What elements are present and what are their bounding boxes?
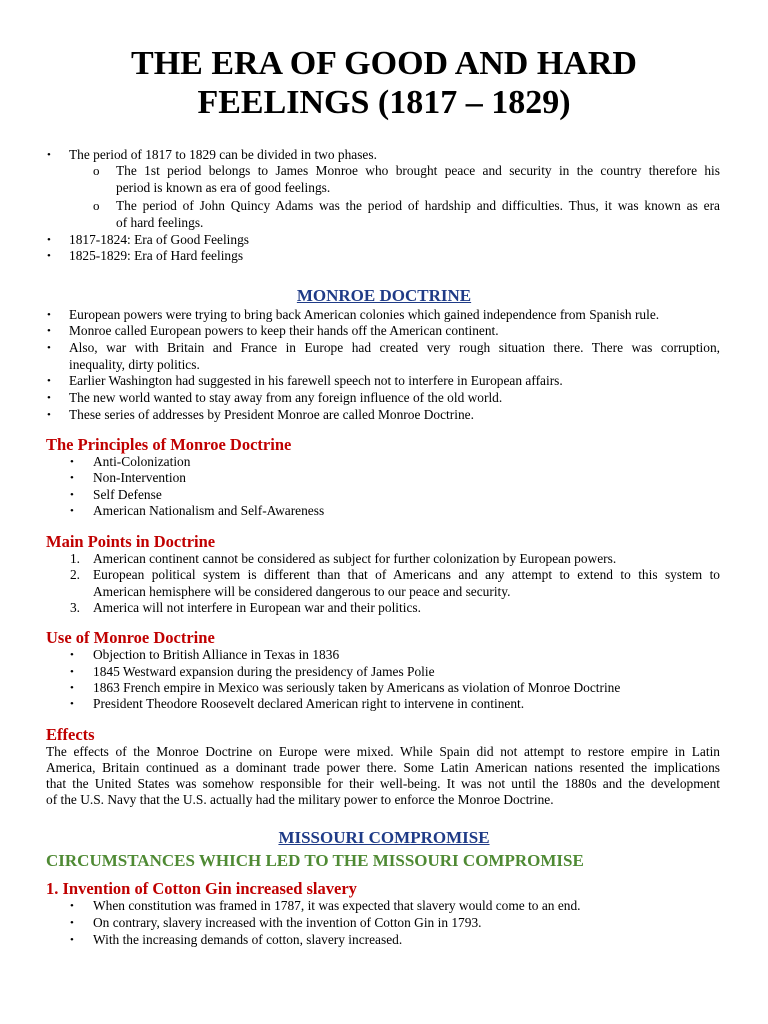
sub-bullet-icon: o [93, 163, 100, 178]
use-item-1: Objection to British Alliance in Texas in 1836 [93, 647, 340, 662]
monroe-bullet-6: These series of addresses by President Monroe are called Monroe Doctrine. [69, 407, 474, 422]
cotton-gin-subheading: 1. Invention of Cotton Gin increased slavery [46, 879, 357, 898]
main-point-2-line-2: American hemisphere will be considered dangerous to our peace and security. [93, 583, 511, 599]
bullet-icon: • [70, 649, 74, 661]
bullet-icon: • [70, 900, 74, 912]
monroe-bullet-3 [69, 340, 720, 373]
circumstances-heading: CIRCUMSTANCES WHICH LED TO THE MISSOURI COMPROMISE [46, 851, 584, 870]
bullet-icon: • [47, 234, 51, 246]
bullet-icon: • [70, 505, 74, 517]
intro-sub-1-line-1: The 1st period belongs to James Monroe who brought peace and security in the country therefore his [116, 163, 720, 178]
bullet-icon: • [47, 309, 51, 321]
use-item-2: 1845 Westward expansion during the presidency of James Polie [93, 664, 435, 679]
bullet-icon: • [70, 489, 74, 501]
principles-item-4: American Nationalism and Self-Awareness [93, 503, 325, 518]
main-point-1: American continent cannot be considered as subject for further colonization by European powers. [93, 551, 617, 566]
document-title [0, 44, 768, 122]
effects-line-3: that the United States was somehow responsible for their well-being. It was not until the 1880s and the development [46, 776, 720, 791]
missouri-item-1: When constitution was framed in 1787, it was expected that slavery would come to an end. [93, 898, 581, 913]
monroe-bullet-3-line-1: Also, war with Britain and France in Europe had created very rough situation there. There was corruption, [69, 340, 720, 355]
list-number: 3. [69, 600, 80, 615]
intro-bullet-2: 1817-1824: Era of Good Feelings [69, 232, 250, 247]
list-number: 1. [69, 551, 80, 566]
effects-paragraph [46, 744, 720, 808]
use-item-4: President Theodore Roosevelt declared American right to intervene in continent. [93, 696, 525, 711]
list-number: 2. [69, 567, 80, 582]
main-point-2-line-1: European political system is different than that of Americans and any attempt to extend to this system to [93, 567, 720, 582]
sub-bullet-icon: o [93, 198, 100, 213]
monroe-bullet-4: Earlier Washington had suggested in his farewell speech not to interfere in European affairs. [69, 373, 563, 388]
intro-bullet-3: 1825-1829: Era of Hard feelings [69, 248, 244, 263]
bullet-icon: • [47, 149, 51, 161]
monroe-bullet-2: Monroe called European powers to keep their hands off the American continent. [69, 323, 499, 338]
missouri-item-2: On contrary, slavery increased with the invention of Cotton Gin in 1793. [93, 915, 482, 930]
bullet-icon: • [47, 375, 51, 387]
missouri-compromise-heading: MISSOURI COMPROMISE [278, 828, 490, 847]
bullet-icon: • [70, 666, 74, 678]
principles-item-1: Anti-Colonization [93, 454, 191, 469]
use-heading: Use of Monroe Doctrine [46, 628, 215, 647]
main-points-heading: Main Points in Doctrine [46, 532, 216, 551]
monroe-bullet-1: European powers were trying to bring back American colonies which gained independence from Spanish rule. [69, 307, 660, 322]
intro-sub-2 [116, 198, 720, 231]
intro-sub-2-line-1: The period of John Quincy Adams was the period of hardship and difficulties. Thus, it was known as era [116, 198, 720, 213]
bullet-icon: • [70, 917, 74, 929]
bullet-icon: • [47, 409, 51, 421]
bullet-icon: • [47, 342, 51, 354]
monroe-bullet-5: The new world wanted to stay away from any foreign influence of the old world. [69, 390, 503, 405]
bullet-icon: • [70, 472, 74, 484]
intro-sub-1-line-2: period is known as era of good feelings. [116, 179, 331, 195]
intro-sub-2-line-2: of hard feelings. [116, 214, 204, 230]
use-item-3: 1863 French empire in Mexico was seriously taken by Americans as violation of Monroe Doctrine [93, 680, 621, 695]
monroe-bullet-3-line-2: inequality, dirty politics. [69, 356, 200, 372]
bullet-icon: • [47, 250, 51, 262]
monroe-doctrine-heading: MONROE DOCTRINE [296, 286, 472, 305]
title-line-1: THE ERA OF GOOD AND HARD [131, 45, 637, 82]
principles-heading: The Principles of Monroe Doctrine [46, 435, 292, 454]
title-line-2: FEELINGS (1817 – 1829) [197, 84, 571, 121]
main-point-2 [93, 567, 720, 600]
effects-heading: Effects [46, 725, 95, 744]
effects-line-4: of the U.S. Navy that the U.S. actually had the military power to enforce the Monroe Doctrine. [46, 792, 554, 807]
intro-sub-1 [116, 163, 720, 196]
bullet-icon: • [70, 456, 74, 468]
bullet-icon: • [47, 325, 51, 337]
bullet-icon: • [70, 698, 74, 710]
bullet-icon: • [70, 934, 74, 946]
bullet-icon: • [70, 682, 74, 694]
bullet-icon: • [47, 392, 51, 404]
effects-line-2: America, Britain continued as a dominant trade power there. Some Latin American nations resented the implications [46, 760, 720, 775]
principles-item-3: Self Defense [93, 487, 162, 502]
effects-line-1: The effects of the Monroe Doctrine on Europe were mixed. While Spain did not attempt to restore empire in Latin [46, 744, 720, 759]
principles-item-2: Non-Intervention [93, 470, 186, 485]
intro-bullet-1: The period of 1817 to 1829 can be divided in two phases. [69, 147, 377, 162]
main-point-3: America will not interfere in European war and their politics. [93, 600, 421, 615]
missouri-item-3: With the increasing demands of cotton, slavery increased. [93, 932, 403, 947]
